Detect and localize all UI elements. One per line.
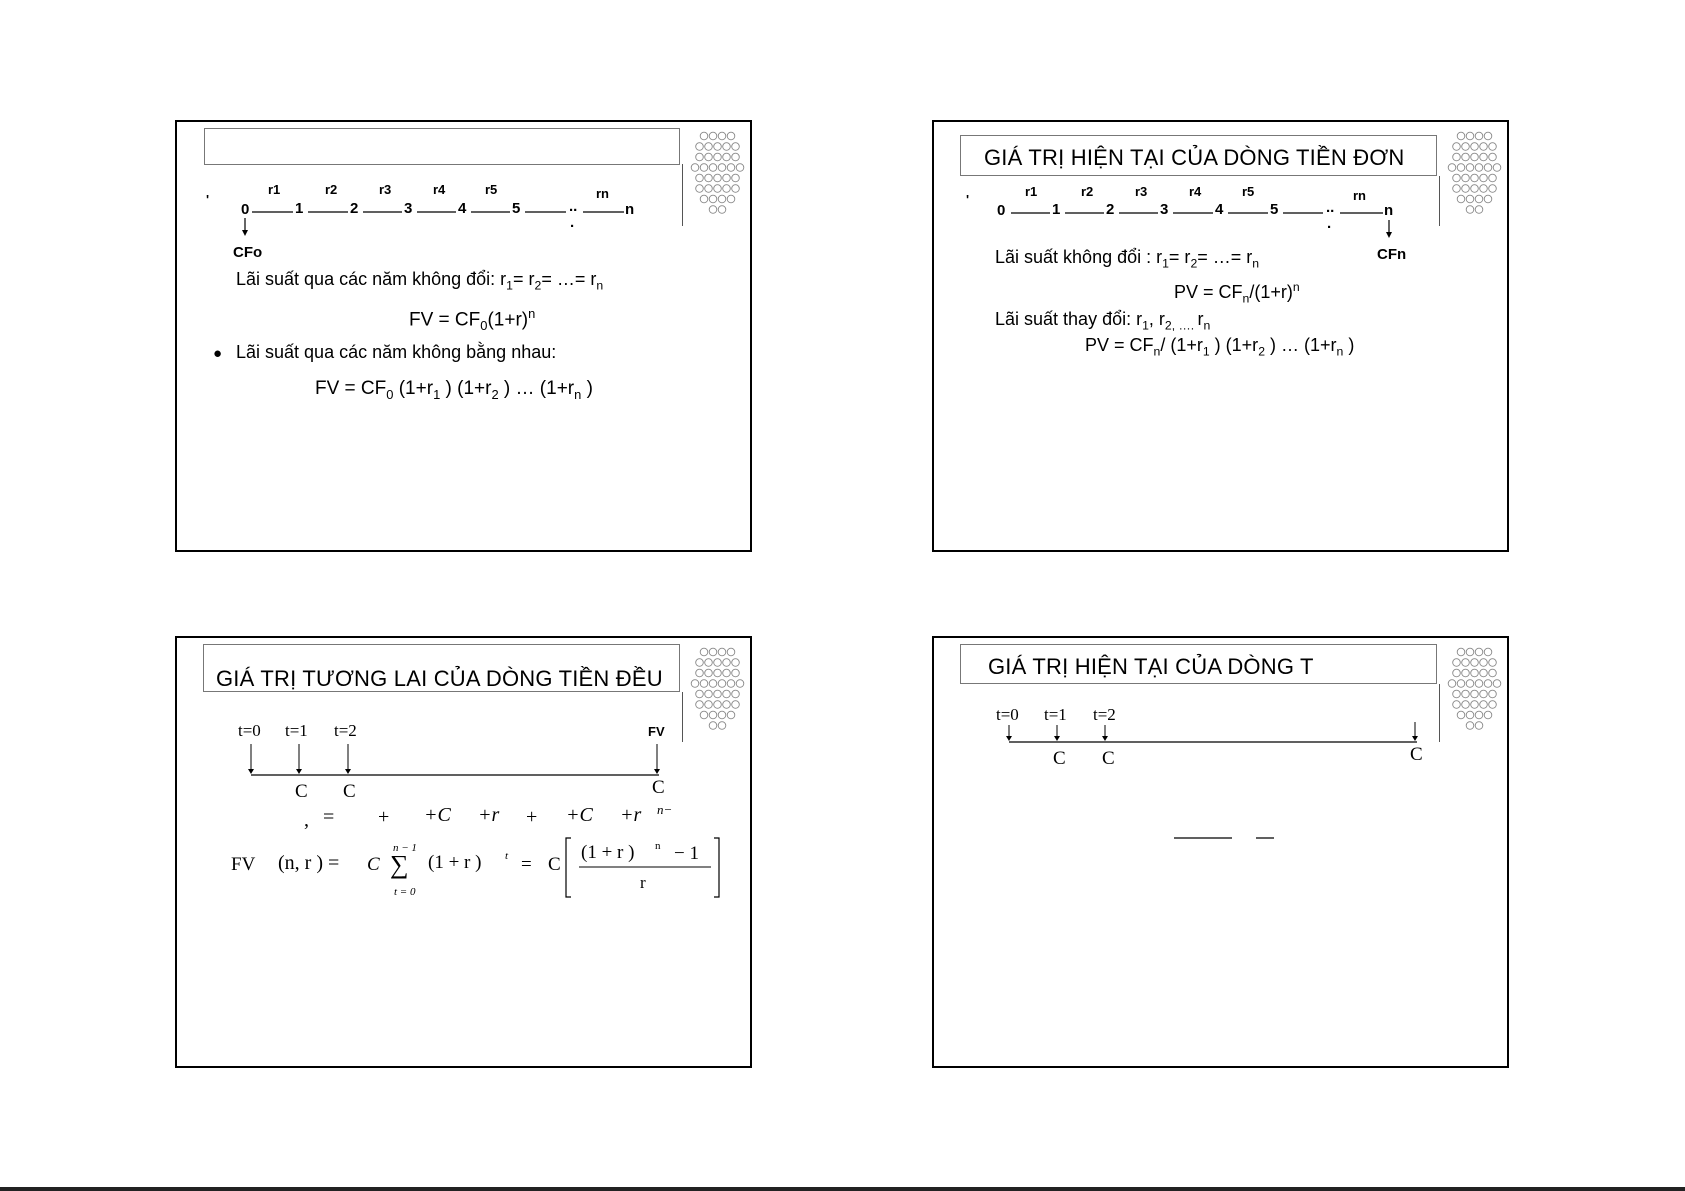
slide-3: GIÁ TRỊ TƯƠNG LAI CỦA DÒNG TIỀN ĐỀU t=0 t=1 t=2 FV C C C , = + +C +r + +C +r n− FV (n, r ) = C n − 1 ∑ t = 0 (1 + r ) t = C (1 + r ) n − 1 r bbox=[175, 636, 752, 1068]
period-label: 2 bbox=[350, 200, 359, 217]
period-label: 5 bbox=[1270, 201, 1279, 218]
fv-formula-constant: FV = $CF_0(1+r)^n$ bbox=[409, 306, 536, 334]
period-label: 3 bbox=[1160, 201, 1169, 218]
period-label: 0 bbox=[241, 201, 250, 218]
c-label: C bbox=[295, 781, 308, 802]
period-label: .. bbox=[1326, 199, 1335, 216]
rate-label: rn bbox=[596, 186, 609, 201]
rate-label: r5 bbox=[1242, 184, 1255, 199]
dot-mark: . bbox=[1327, 215, 1332, 232]
cashflow-label: CFo bbox=[233, 244, 263, 261]
c-label: C bbox=[1102, 748, 1115, 769]
constant-rate-text: Lãi suất không đổi : $r_1= r_2=$ …= $r_n$ bbox=[995, 247, 1260, 271]
rate-label: r2 bbox=[325, 182, 338, 197]
rate-label: r3 bbox=[1135, 184, 1148, 199]
pv-formula-variable: PV = $CF_n/$ ($1+r_1$ ) ($1+r_2$ ) … ($1+r_n$ ) bbox=[1085, 335, 1355, 359]
period-label: n bbox=[625, 201, 635, 218]
rate-label: r1 bbox=[268, 182, 281, 197]
time-label: t=2 bbox=[334, 721, 357, 740]
slide-1 bbox=[175, 120, 752, 552]
rate-label: r1 bbox=[1025, 184, 1038, 199]
period-label: 3 bbox=[404, 200, 413, 217]
fv-label: FV bbox=[648, 724, 665, 739]
time-label: t=1 bbox=[1044, 705, 1067, 724]
period-label: 4 bbox=[1215, 201, 1224, 218]
rate-label: r4 bbox=[433, 182, 446, 197]
variable-rate-text: Lãi suất thay đổi: $r_1$, $r_{2, \dots.}$ $r_n$ bbox=[995, 309, 1211, 333]
period-label: 0 bbox=[997, 202, 1006, 219]
time-label: t=0 bbox=[996, 705, 1019, 724]
tick-mark: ' bbox=[206, 192, 210, 207]
constant-rate-text: Lãi suất qua các năm không đổi: $r_1= r_2=$ …= $r_n$ bbox=[236, 269, 604, 293]
bracket-and-fraction bbox=[177, 638, 754, 938]
timeline-segments bbox=[177, 122, 754, 262]
rate-label: r5 bbox=[485, 182, 498, 197]
slide-3-title: GIÁ TRỊ TƯƠNG LAI CỦA DÒNG TIỀN ĐỀU bbox=[216, 666, 663, 691]
time-label: t=0 bbox=[238, 721, 261, 740]
variable-rate-text: Lãi suất qua các năm không bằng nhau: bbox=[236, 342, 557, 362]
fraction-rule bbox=[934, 638, 1511, 858]
slide-2 bbox=[932, 120, 1509, 552]
c-label: C bbox=[652, 777, 665, 798]
period-label: 1 bbox=[1052, 201, 1061, 218]
time-label: t=2 bbox=[1093, 705, 1116, 724]
c-label: C bbox=[1410, 744, 1423, 765]
slide-2-title: GIÁ TRỊ HIỆN TẠI CỦA DÒNG TIỀN ĐƠN bbox=[984, 145, 1405, 170]
period-label: .. bbox=[569, 198, 578, 215]
rate-label: r4 bbox=[1189, 184, 1202, 199]
rate-label: rn bbox=[1353, 188, 1366, 203]
period-label: 5 bbox=[512, 200, 521, 217]
cashflow-label: CFn bbox=[1377, 246, 1407, 263]
page-bottom-edge bbox=[0, 1187, 1685, 1191]
pv-formula-constant: PV = $CF_n/(1+r)^n$ bbox=[1174, 280, 1300, 306]
period-label: n bbox=[1384, 202, 1394, 219]
slide-4 bbox=[932, 636, 1509, 1068]
slide-4-title: GIÁ TRỊ HIỆN TẠI CỦA DÒNG T bbox=[988, 654, 1314, 679]
fv-formula-variable: FV = $CF_0$ ($1+r_1$ ) ($1+r_2$ ) … ($1+r_n$ ) bbox=[315, 378, 593, 402]
period-label: 2 bbox=[1106, 201, 1115, 218]
rate-label: r3 bbox=[379, 182, 392, 197]
c-label: C bbox=[1053, 748, 1066, 769]
rate-label: r2 bbox=[1081, 184, 1094, 199]
tick-mark: ' bbox=[966, 192, 970, 207]
period-label: 1 bbox=[295, 200, 304, 217]
c-label: C bbox=[343, 781, 356, 802]
period-label: 4 bbox=[458, 200, 467, 217]
time-label: t=1 bbox=[285, 721, 308, 740]
dot-mark: . bbox=[570, 214, 575, 231]
bullet-icon: ● bbox=[213, 345, 223, 362]
